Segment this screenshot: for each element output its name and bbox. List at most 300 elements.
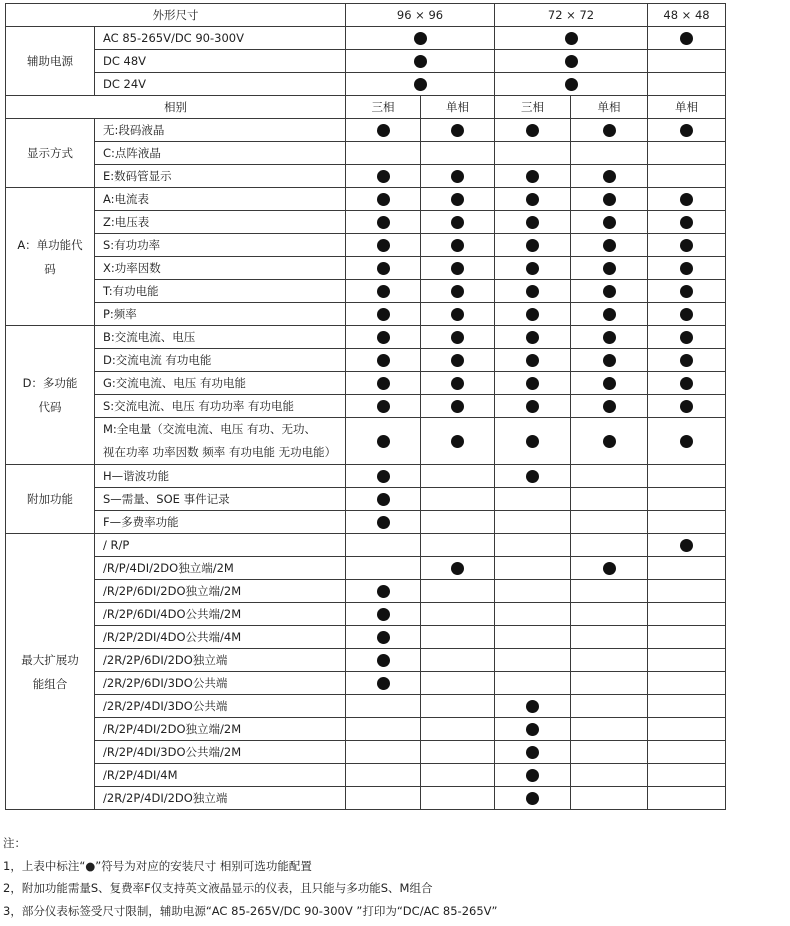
feature-row bbox=[6, 234, 726, 257]
mark-cell bbox=[495, 303, 571, 326]
dot-mark-icon bbox=[680, 331, 693, 344]
feature-row bbox=[6, 764, 726, 787]
mark-cell bbox=[648, 142, 726, 165]
feature-label: C:点阵液晶 bbox=[95, 142, 346, 165]
phase-header-label: 相别 bbox=[6, 96, 346, 119]
mark-cell bbox=[421, 603, 495, 626]
mark-cell bbox=[421, 142, 495, 165]
mark-cell bbox=[648, 718, 726, 741]
mark-cell bbox=[346, 557, 421, 580]
mark-cell bbox=[571, 511, 648, 534]
mark-cell bbox=[495, 326, 571, 349]
dot-mark-icon bbox=[680, 124, 693, 137]
mark-cell bbox=[495, 50, 648, 73]
feature-row bbox=[6, 165, 726, 188]
feature-label: /R/2P/4DI/3DO公共端/2M bbox=[95, 741, 346, 764]
mark-cell bbox=[495, 234, 571, 257]
feature-row bbox=[6, 211, 726, 234]
mark-cell bbox=[648, 326, 726, 349]
mark-cell bbox=[346, 73, 495, 96]
dot-mark-icon bbox=[526, 170, 539, 183]
mark-cell bbox=[571, 465, 648, 488]
dot-mark-icon bbox=[603, 124, 616, 137]
power-row bbox=[6, 27, 726, 50]
mark-cell bbox=[571, 672, 648, 695]
dot-mark-icon bbox=[451, 216, 464, 229]
dot-mark-icon bbox=[451, 285, 464, 298]
phase-label: 单相 bbox=[421, 96, 495, 119]
mark-cell bbox=[421, 511, 495, 534]
phase-label: 三相 bbox=[346, 96, 421, 119]
dot-mark-icon bbox=[451, 193, 464, 206]
mark-cell bbox=[495, 488, 571, 511]
dot-mark-icon bbox=[565, 55, 578, 68]
feature-row bbox=[6, 580, 726, 603]
category-label: A：单功能代码 bbox=[17, 237, 83, 276]
dot-mark-icon bbox=[451, 400, 464, 413]
dot-mark-icon bbox=[526, 285, 539, 298]
mark-cell bbox=[648, 211, 726, 234]
mark-cell bbox=[495, 764, 571, 787]
dot-mark-icon bbox=[451, 239, 464, 252]
mark-cell bbox=[571, 718, 648, 741]
mark-cell bbox=[648, 603, 726, 626]
mark-cell bbox=[648, 188, 726, 211]
dot-mark-icon bbox=[526, 239, 539, 252]
dot-mark-icon bbox=[680, 193, 693, 206]
feature-label: X:功率因数 bbox=[95, 257, 346, 280]
mark-cell bbox=[648, 50, 726, 73]
mark-cell bbox=[648, 557, 726, 580]
mark-cell bbox=[571, 787, 648, 810]
mark-cell bbox=[495, 395, 571, 418]
dot-mark-icon bbox=[377, 354, 390, 367]
mark-cell bbox=[495, 257, 571, 280]
mark-cell bbox=[648, 257, 726, 280]
dot-mark-icon bbox=[603, 285, 616, 298]
mark-cell bbox=[421, 188, 495, 211]
mark-cell bbox=[648, 27, 726, 50]
mark-cell bbox=[495, 372, 571, 395]
mark-cell bbox=[495, 349, 571, 372]
mark-cell bbox=[346, 649, 421, 672]
mark-cell bbox=[421, 695, 495, 718]
mark-cell bbox=[495, 534, 571, 557]
dot-mark-icon bbox=[526, 331, 539, 344]
mark-cell bbox=[571, 188, 648, 211]
mark-cell bbox=[495, 557, 571, 580]
dot-mark-icon bbox=[377, 170, 390, 183]
dot-mark-icon bbox=[451, 435, 464, 448]
mark-cell bbox=[421, 557, 495, 580]
size-header-row bbox=[6, 4, 726, 27]
mark-cell bbox=[648, 626, 726, 649]
mark-cell bbox=[421, 580, 495, 603]
dot-mark-icon bbox=[377, 608, 390, 621]
mark-cell bbox=[346, 349, 421, 372]
mark-cell bbox=[495, 718, 571, 741]
dot-mark-icon bbox=[377, 377, 390, 390]
mark-cell bbox=[495, 280, 571, 303]
dot-mark-icon bbox=[603, 239, 616, 252]
dot-mark-icon bbox=[451, 562, 464, 575]
feature-label: 无:段码液晶 bbox=[95, 119, 346, 142]
dot-mark-icon bbox=[414, 55, 427, 68]
mark-cell bbox=[648, 165, 726, 188]
size-48: 48 × 48 bbox=[648, 4, 726, 27]
mark-cell bbox=[648, 395, 726, 418]
mark-cell bbox=[346, 257, 421, 280]
mark-cell bbox=[346, 465, 421, 488]
mark-cell bbox=[346, 764, 421, 787]
dot-mark-icon bbox=[603, 170, 616, 183]
mark-cell bbox=[648, 672, 726, 695]
dot-mark-icon bbox=[680, 377, 693, 390]
mark-cell bbox=[421, 326, 495, 349]
notes bbox=[3, 832, 497, 922]
feature-label: /R/P/4DI/2DO独立端/2M bbox=[95, 557, 346, 580]
dot-mark-icon bbox=[377, 216, 390, 229]
dot-mark-icon bbox=[526, 769, 539, 782]
power-row bbox=[6, 73, 726, 96]
dot-mark-icon bbox=[603, 262, 616, 275]
feature-label: S:交流电流、电压 有功功率 有功电能 bbox=[95, 395, 346, 418]
mark-cell bbox=[346, 50, 495, 73]
mark-cell bbox=[648, 580, 726, 603]
mark-cell bbox=[495, 73, 648, 96]
mark-cell bbox=[648, 741, 726, 764]
mark-cell bbox=[421, 119, 495, 142]
notes-title: 注： bbox=[3, 836, 26, 850]
feature-label: F—多费率功能 bbox=[95, 511, 346, 534]
mark-cell bbox=[571, 142, 648, 165]
feature-label bbox=[95, 418, 346, 465]
mark-cell bbox=[421, 280, 495, 303]
dot-mark-icon bbox=[451, 377, 464, 390]
size-header-label: 外形尺寸 bbox=[6, 4, 346, 27]
feature-label: /R/2P/6DI/2DO独立端/2M bbox=[95, 580, 346, 603]
dot-mark-icon bbox=[680, 239, 693, 252]
mark-cell bbox=[495, 649, 571, 672]
dot-mark-icon bbox=[680, 285, 693, 298]
feature-label: H—谐波功能 bbox=[95, 465, 346, 488]
mark-cell bbox=[346, 741, 421, 764]
feature-label: /2R/2P/4DI/2DO独立端 bbox=[95, 787, 346, 810]
feature-label: / R/P bbox=[95, 534, 346, 557]
feature-row bbox=[6, 465, 726, 488]
note-item: 3，部分仪表标签受尺寸限制，辅助电源“AC 85-265V/DC 90-300V ”打印为“DC/AC 85-265V” bbox=[3, 903, 498, 918]
feature-label: /R/2P/6DI/4DO公共端/2M bbox=[95, 603, 346, 626]
dot-mark-icon bbox=[526, 746, 539, 759]
mark-cell bbox=[571, 488, 648, 511]
mark-cell bbox=[495, 27, 648, 50]
dot-mark-icon bbox=[526, 377, 539, 390]
feature-label: A:电流表 bbox=[95, 188, 346, 211]
mark-cell bbox=[571, 165, 648, 188]
category-cell bbox=[6, 188, 95, 326]
category-label: 附加功能 bbox=[27, 492, 73, 506]
mark-cell bbox=[421, 488, 495, 511]
phase-header-row bbox=[6, 96, 726, 119]
mark-cell bbox=[648, 649, 726, 672]
feature-row bbox=[6, 603, 726, 626]
category-label: 最大扩展功能组合 bbox=[21, 652, 79, 691]
dot-mark-icon bbox=[680, 308, 693, 321]
mark-cell bbox=[571, 764, 648, 787]
mark-cell bbox=[495, 465, 571, 488]
mark-cell bbox=[346, 211, 421, 234]
dot-mark-icon bbox=[526, 470, 539, 483]
dot-mark-icon bbox=[526, 792, 539, 805]
mark-cell bbox=[346, 165, 421, 188]
mark-cell bbox=[648, 488, 726, 511]
dot-mark-icon bbox=[565, 32, 578, 45]
mark-cell bbox=[571, 234, 648, 257]
mark-cell bbox=[648, 465, 726, 488]
note-item: 2，附加功能需量S、复费率F仅支持英文液晶显示的仪表，且只能与多功能S、M组合 bbox=[3, 881, 433, 896]
mark-cell bbox=[571, 695, 648, 718]
mark-cell bbox=[346, 280, 421, 303]
mark-cell bbox=[421, 211, 495, 234]
mark-cell bbox=[495, 165, 571, 188]
mark-cell bbox=[495, 418, 571, 465]
mark-cell bbox=[421, 303, 495, 326]
dot-mark-icon bbox=[565, 78, 578, 91]
feature-label: /R/2P/4DI/2DO独立端/2M bbox=[95, 718, 346, 741]
mark-cell bbox=[346, 27, 495, 50]
dot-mark-icon bbox=[680, 216, 693, 229]
dot-mark-icon bbox=[603, 400, 616, 413]
mark-cell bbox=[571, 280, 648, 303]
mark-cell bbox=[648, 787, 726, 810]
mark-cell bbox=[421, 672, 495, 695]
dot-mark-icon bbox=[680, 354, 693, 367]
mark-cell bbox=[648, 234, 726, 257]
mark-cell bbox=[571, 303, 648, 326]
mark-cell bbox=[648, 372, 726, 395]
mark-cell bbox=[571, 649, 648, 672]
mark-cell bbox=[571, 326, 648, 349]
dot-mark-icon bbox=[680, 32, 693, 45]
category-cell bbox=[6, 119, 95, 188]
feature-row bbox=[6, 418, 726, 465]
feature-label-line: 视在功率 功率因数 频率 有功电能 无功电能） bbox=[103, 445, 337, 459]
feature-row bbox=[6, 119, 726, 142]
mark-cell bbox=[648, 695, 726, 718]
feature-row bbox=[6, 326, 726, 349]
mark-cell bbox=[421, 534, 495, 557]
feature-label: /R/2P/4DI/4M bbox=[95, 764, 346, 787]
feature-label: Z:电压表 bbox=[95, 211, 346, 234]
mark-cell bbox=[495, 741, 571, 764]
mark-cell bbox=[421, 649, 495, 672]
category-cell bbox=[6, 465, 95, 534]
mark-cell bbox=[495, 188, 571, 211]
mark-cell bbox=[571, 741, 648, 764]
mark-cell bbox=[571, 119, 648, 142]
category-label: 显示方式 bbox=[27, 146, 73, 160]
dot-mark-icon bbox=[603, 331, 616, 344]
mark-cell bbox=[346, 534, 421, 557]
mark-cell bbox=[346, 488, 421, 511]
dot-mark-icon bbox=[377, 654, 390, 667]
feature-row bbox=[6, 718, 726, 741]
mark-cell bbox=[648, 418, 726, 465]
spec-table bbox=[5, 3, 726, 810]
dot-mark-icon bbox=[451, 308, 464, 321]
mark-cell bbox=[571, 372, 648, 395]
size-72: 72 × 72 bbox=[495, 4, 648, 27]
mark-cell bbox=[495, 695, 571, 718]
feature-label: T:有功电能 bbox=[95, 280, 346, 303]
feature-label: S:有功功率 bbox=[95, 234, 346, 257]
mark-cell bbox=[346, 672, 421, 695]
mark-cell bbox=[346, 718, 421, 741]
mark-cell bbox=[571, 603, 648, 626]
feature-row bbox=[6, 142, 726, 165]
dot-mark-icon bbox=[377, 400, 390, 413]
mark-cell bbox=[421, 741, 495, 764]
mark-cell bbox=[421, 465, 495, 488]
feature-row bbox=[6, 649, 726, 672]
phase-label: 单相 bbox=[648, 96, 726, 119]
feature-row bbox=[6, 372, 726, 395]
category-cell bbox=[6, 534, 95, 810]
feature-row bbox=[6, 626, 726, 649]
mark-cell bbox=[421, 395, 495, 418]
feature-row bbox=[6, 695, 726, 718]
dot-mark-icon bbox=[603, 193, 616, 206]
mark-cell bbox=[421, 165, 495, 188]
feature-row bbox=[6, 787, 726, 810]
feature-row bbox=[6, 395, 726, 418]
mark-cell bbox=[421, 349, 495, 372]
mark-cell bbox=[648, 534, 726, 557]
mark-cell bbox=[346, 326, 421, 349]
feature-row bbox=[6, 280, 726, 303]
feature-row bbox=[6, 303, 726, 326]
feature-row bbox=[6, 349, 726, 372]
phase-label: 三相 bbox=[495, 96, 571, 119]
dot-mark-icon bbox=[377, 239, 390, 252]
mark-cell bbox=[495, 142, 571, 165]
feature-label: /2R/2P/6DI/3DO公共端 bbox=[95, 672, 346, 695]
power-label: AC 85-265V/DC 90-300V bbox=[95, 27, 346, 50]
mark-cell bbox=[571, 211, 648, 234]
mark-cell bbox=[495, 511, 571, 534]
mark-cell bbox=[346, 580, 421, 603]
dot-mark-icon bbox=[377, 631, 390, 644]
dot-mark-icon bbox=[377, 331, 390, 344]
mark-cell bbox=[648, 511, 726, 534]
mark-cell bbox=[346, 142, 421, 165]
category-power: 辅助电源 bbox=[6, 27, 95, 96]
power-label: DC 24V bbox=[95, 73, 346, 96]
feature-label: E:数码管显示 bbox=[95, 165, 346, 188]
dot-mark-icon bbox=[526, 124, 539, 137]
dot-mark-icon bbox=[603, 377, 616, 390]
feature-label-line: M:全电量（交流电流、电压 有功、无功、 bbox=[103, 422, 316, 436]
dot-mark-icon bbox=[377, 435, 390, 448]
mark-cell bbox=[495, 211, 571, 234]
mark-cell bbox=[648, 73, 726, 96]
mark-cell bbox=[346, 695, 421, 718]
dot-mark-icon bbox=[451, 262, 464, 275]
power-row bbox=[6, 50, 726, 73]
mark-cell bbox=[495, 672, 571, 695]
mark-cell bbox=[346, 119, 421, 142]
dot-mark-icon bbox=[414, 32, 427, 45]
feature-row bbox=[6, 557, 726, 580]
dot-mark-icon bbox=[526, 723, 539, 736]
mark-cell bbox=[346, 234, 421, 257]
feature-row bbox=[6, 511, 726, 534]
mark-cell bbox=[495, 580, 571, 603]
feature-row bbox=[6, 672, 726, 695]
feature-label: /2R/2P/6DI/2DO独立端 bbox=[95, 649, 346, 672]
mark-cell bbox=[346, 303, 421, 326]
dot-mark-icon bbox=[526, 400, 539, 413]
mark-cell bbox=[346, 603, 421, 626]
feature-label: P:频率 bbox=[95, 303, 346, 326]
dot-mark-icon bbox=[451, 331, 464, 344]
mark-cell bbox=[571, 580, 648, 603]
dot-mark-icon bbox=[414, 78, 427, 91]
feature-label: /2R/2P/4DI/3DO公共端 bbox=[95, 695, 346, 718]
dot-mark-icon bbox=[526, 193, 539, 206]
category-cell bbox=[6, 326, 95, 465]
feature-row bbox=[6, 257, 726, 280]
dot-mark-icon bbox=[680, 400, 693, 413]
feature-row bbox=[6, 534, 726, 557]
feature-row bbox=[6, 188, 726, 211]
category-label: D：多功能代码 bbox=[22, 376, 78, 414]
mark-cell bbox=[571, 626, 648, 649]
mark-cell bbox=[571, 257, 648, 280]
size-96: 96 × 96 bbox=[346, 4, 495, 27]
dot-mark-icon bbox=[526, 216, 539, 229]
mark-cell bbox=[346, 626, 421, 649]
mark-cell bbox=[421, 372, 495, 395]
mark-cell bbox=[648, 764, 726, 787]
mark-cell bbox=[571, 534, 648, 557]
dot-mark-icon bbox=[377, 516, 390, 529]
dot-mark-icon bbox=[603, 562, 616, 575]
feature-row bbox=[6, 488, 726, 511]
mark-cell bbox=[346, 372, 421, 395]
mark-cell bbox=[421, 764, 495, 787]
mark-cell bbox=[571, 418, 648, 465]
mark-cell bbox=[421, 418, 495, 465]
feature-label: G:交流电流、电压 有功电能 bbox=[95, 372, 346, 395]
mark-cell bbox=[495, 787, 571, 810]
mark-cell bbox=[648, 119, 726, 142]
dot-mark-icon bbox=[680, 435, 693, 448]
dot-mark-icon bbox=[680, 262, 693, 275]
mark-cell bbox=[421, 257, 495, 280]
mark-cell bbox=[495, 626, 571, 649]
mark-cell bbox=[648, 303, 726, 326]
feature-label: /R/2P/2DI/4DO公共端/4M bbox=[95, 626, 346, 649]
dot-mark-icon bbox=[377, 193, 390, 206]
mark-cell bbox=[495, 603, 571, 626]
mark-cell bbox=[571, 395, 648, 418]
mark-cell bbox=[346, 188, 421, 211]
feature-label: B:交流电流、电压 bbox=[95, 326, 346, 349]
mark-cell bbox=[346, 787, 421, 810]
dot-mark-icon bbox=[526, 354, 539, 367]
dot-mark-icon bbox=[451, 124, 464, 137]
